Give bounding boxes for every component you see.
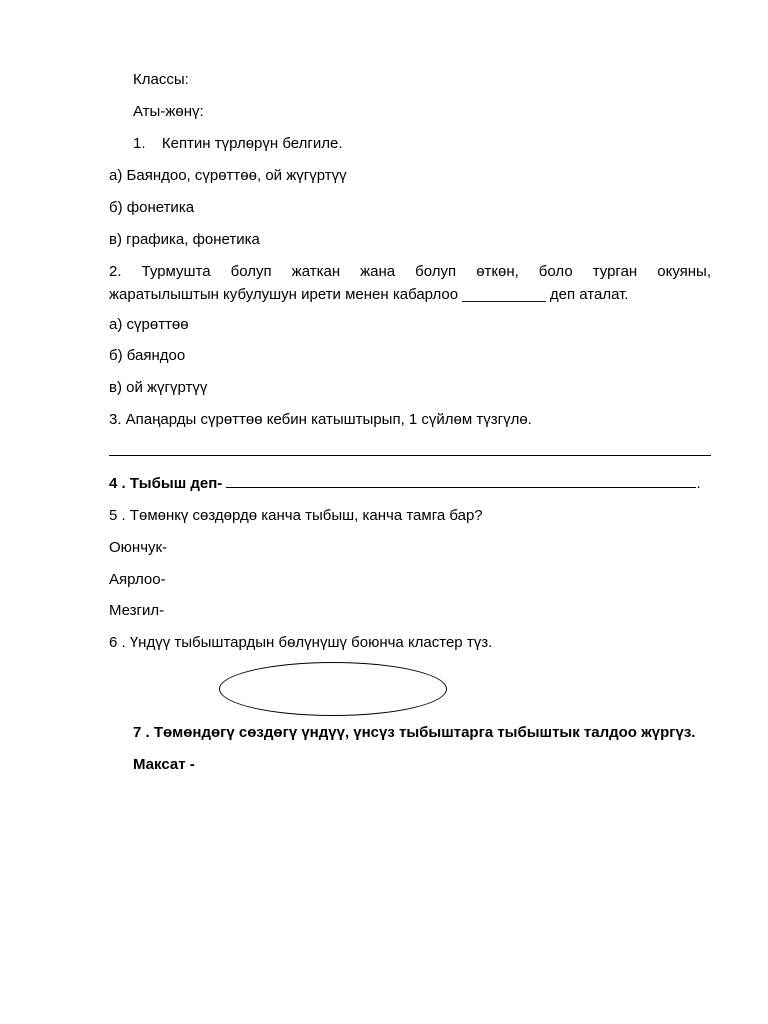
question-4-end: . <box>696 475 701 492</box>
question-5-word-3: Мезгил- <box>109 602 165 619</box>
question-4-text: 4 . Тыбыш деп- <box>109 475 223 492</box>
question-2-option-c: в) ой жүгүртүү <box>109 379 208 396</box>
question-5-word-1: Оюнчук- <box>109 539 168 556</box>
question-2-option-a: а) сүрөттөө <box>109 316 189 333</box>
question-3-answer-line <box>109 455 711 456</box>
question-2 <box>109 260 711 306</box>
class-label: Классы: <box>133 71 189 88</box>
question-5-word-2: Аярлоо- <box>109 571 166 588</box>
question-7-word: Максат - <box>133 756 195 773</box>
question-5: 5 . Төмөнкү сөздөрдө канча тыбыш, канча тамга бар? <box>109 507 483 524</box>
question-3: 3. Апаңарды сүрөттөө кебин катыштырып, 1 сүйлөм түзгүлө. <box>109 411 532 428</box>
question-2-option-b: б) баяндоо <box>109 347 186 364</box>
question-4 <box>109 475 701 493</box>
question-1 <box>133 135 342 153</box>
cluster-ellipse <box>219 662 447 716</box>
question-1-text: Кептин түрлөрүн белгиле. <box>161 135 343 152</box>
question-1-option-a: а) Баяндоо, сүрөттөө, ой жүгүртүү <box>109 167 347 184</box>
question-1-number: 1. <box>133 135 146 152</box>
question-6: 6 . Үндүү тыбыштардын бөлүнүшү боюнча кластер түз. <box>109 634 493 651</box>
question-2-line-2-end: деп аталат. <box>549 286 629 303</box>
question-7: 7 . Төмөндөгү сөздөгү үндүү, үнсүз тыбыштарга тыбыштык талдоо жүргүз. <box>133 724 696 741</box>
question-2-line-2-text: жаратылыштын кубулушун ирети менен кабарлоо <box>109 286 459 303</box>
question-2-blank: __________ <box>462 286 546 303</box>
question-2-line-1: 2. Турмушта болуп жаткан жана болуп өткөн, боло турган окуяны, <box>109 263 711 280</box>
question-1-option-c: в) графика, фонетика <box>109 231 260 248</box>
question-1-option-b: б) фонетика <box>109 199 195 216</box>
name-label: Аты-жөнү: <box>133 103 204 120</box>
question-4-answer-line <box>226 475 696 488</box>
question-2-line-2 <box>109 283 711 306</box>
